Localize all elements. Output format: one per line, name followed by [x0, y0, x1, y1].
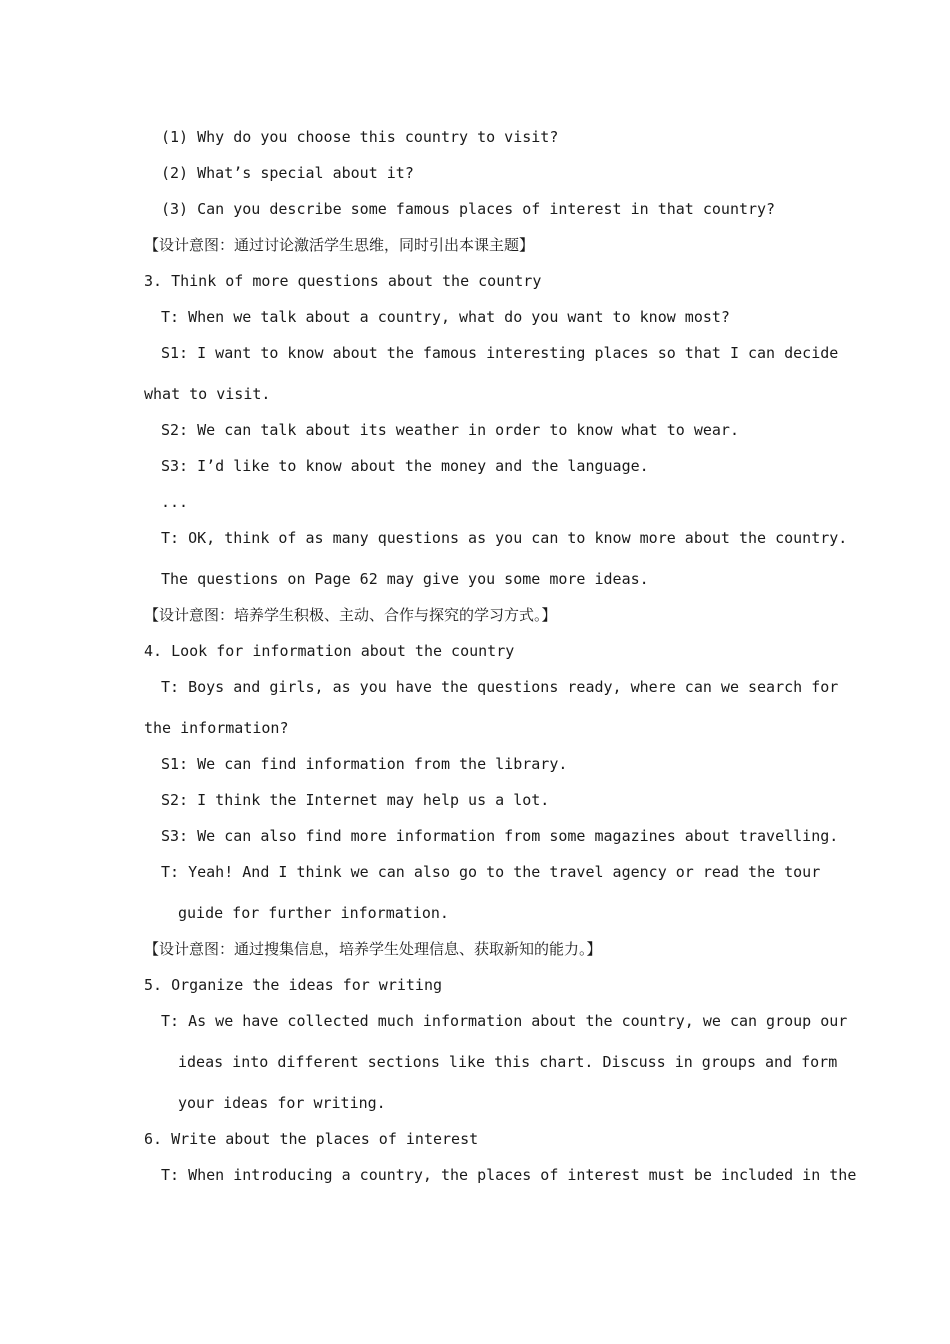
- design-note-3: 【设计意图：通过搜集信息，培养学生处理信息、获取新知的能力。】: [144, 940, 602, 958]
- dialogue-line: S3: We can also find more information from some magazines about travelling.: [161, 827, 839, 845]
- section-heading-3: 3. Think of more questions about the country: [144, 272, 542, 290]
- dialogue-line: S1: We can find information from the library.: [161, 755, 568, 773]
- dialogue-line-continued: The questions on Page 62 may give you some more ideas.: [161, 570, 649, 588]
- dialogue-line: T: As we have collected much information about the country, we can group our: [161, 1012, 848, 1030]
- question-2: (2) What’s special about it?: [161, 164, 414, 182]
- dialogue-line-continued: ideas into different sections like this chart. Discuss in groups and form: [178, 1053, 838, 1071]
- dialogue-line: S1: I want to know about the famous interesting places so that I can decide: [161, 344, 839, 362]
- dialogue-line-continued: what to visit.: [144, 385, 271, 403]
- dialogue-line: T: Yeah! And I think we can also go to the travel agency or read the tour: [161, 863, 821, 881]
- design-note-1: 【设计意图：通过讨论激活学生思维，同时引出本课主题】: [144, 236, 535, 254]
- section-heading-4: 4. Look for information about the country: [144, 642, 515, 660]
- dialogue-line: S2: I think the Internet may help us a lot.: [161, 791, 550, 809]
- ellipsis: ...: [161, 493, 189, 511]
- dialogue-line-continued: the information?: [144, 719, 289, 737]
- design-note-2: 【设计意图：培养学生积极、主动、合作与探究的学习方式。】: [144, 606, 557, 624]
- question-3: (3) Can you describe some famous places of interest in that country?: [161, 200, 776, 218]
- dialogue-line: S2: We can talk about its weather in order to know what to wear.: [161, 421, 739, 439]
- question-1: (1) Why do you choose this country to visit?: [161, 128, 559, 146]
- dialogue-line: T: When introducing a country, the places of interest must be included in the: [161, 1166, 857, 1184]
- dialogue-line: T: Boys and girls, as you have the questions ready, where can we search for: [161, 678, 839, 696]
- dialogue-line-continued: your ideas for writing.: [178, 1094, 386, 1112]
- section-heading-5: 5. Organize the ideas for writing: [144, 976, 443, 994]
- section-heading-6: 6. Write about the places of interest: [144, 1130, 479, 1148]
- dialogue-line: S3: I’d like to know about the money and the language.: [161, 457, 649, 475]
- dialogue-line: T: When we talk about a country, what do you want to know most?: [161, 308, 730, 326]
- dialogue-line: T: OK, think of as many questions as you can to know more about the country.: [161, 529, 848, 547]
- dialogue-line-continued: guide for further information.: [178, 904, 449, 922]
